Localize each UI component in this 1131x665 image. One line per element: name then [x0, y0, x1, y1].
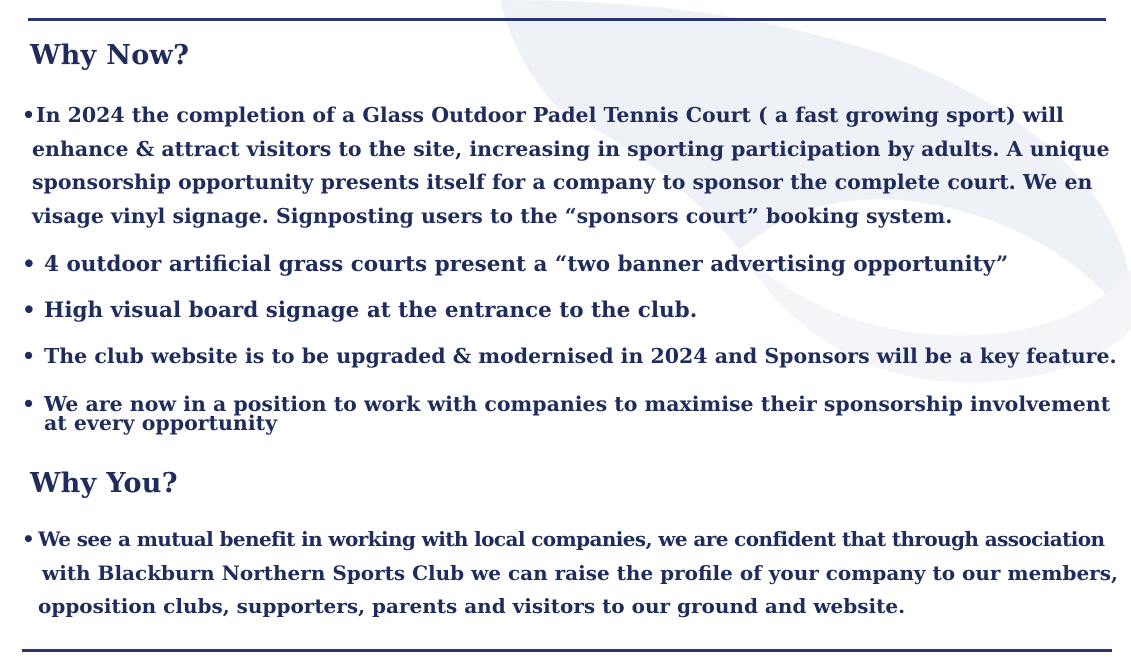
bullet-text-line: enhance & attract visitors to the site, increasing in sporting participation by adults. A unique — [32, 136, 1110, 161]
list-item — [22, 248, 1008, 282]
bullet-text-line: We see a mutual benefit in working with local companies, we are confident that through association — [38, 527, 1105, 551]
bullet-marker: • — [22, 527, 35, 551]
bullet-marker: • — [22, 298, 36, 323]
bullet-text: 4 outdoor artificial grass courts present a “two banner advertising opportunity” — [44, 252, 1009, 277]
bullet-text-line: We are now in a position to work with companies to maximise their sponsorship involvement — [44, 392, 1111, 416]
bullet-text-line: at every opportunity — [44, 410, 277, 435]
list-item — [22, 388, 1110, 434]
bullet-text-line: In 2024 the completion of a Glass Outdoor Padel Tennis Court ( a fast growing sport) will — [36, 103, 1064, 127]
list-item — [22, 294, 697, 328]
why-now-heading: Why Now? — [30, 40, 190, 71]
list-item — [22, 523, 1118, 624]
bullet-text-line: sponsorship opportunity presents itself for a company to sponsor the complete court. We en — [32, 170, 1093, 194]
bullet-text: High visual board signage at the entrance to the club. — [44, 298, 698, 323]
top-divider — [28, 18, 1106, 21]
bullet-marker: • — [22, 344, 36, 368]
bullet-marker: • — [22, 252, 36, 277]
bottom-divider — [22, 649, 1112, 652]
bullet-marker: • — [22, 392, 36, 416]
list-item — [22, 340, 1117, 374]
bullet-text-line: with Blackburn Northern Sports Club we can raise the profile of your company to our members, — [42, 560, 1118, 585]
why-you-heading: Why You? — [30, 468, 178, 499]
list-item — [22, 99, 1110, 233]
bullet-marker: • — [22, 103, 36, 127]
bullet-text-line: visage vinyl signage. Signposting users to the “sponsors court” booking system. — [32, 203, 953, 228]
bullet-text: The club website is to be upgraded & modernised in 2024 and Sponsors will be a key feature. — [44, 344, 1117, 368]
bullet-text-line: opposition clubs, supporters, parents and visitors to our ground and website. — [38, 594, 906, 618]
